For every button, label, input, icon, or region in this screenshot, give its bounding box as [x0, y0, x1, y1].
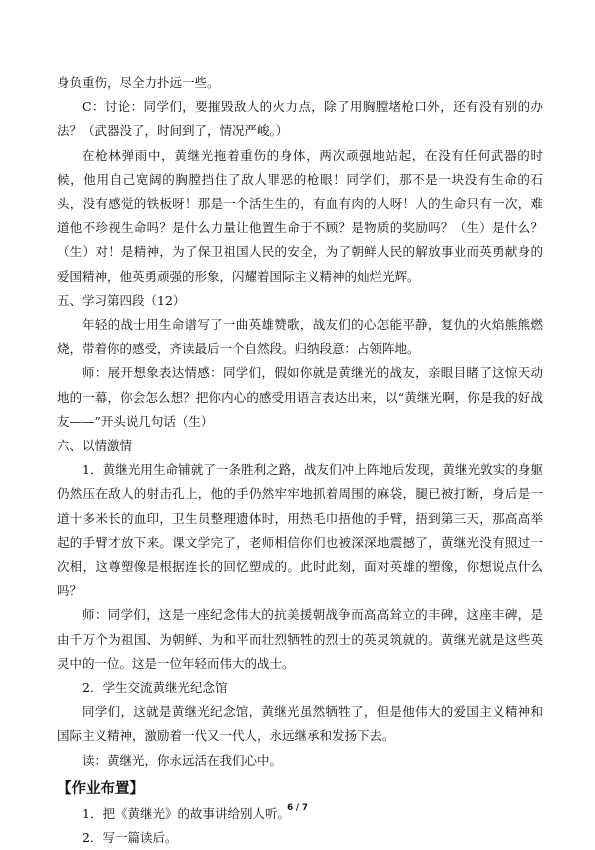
body-paragraph: 年轻的战士用生命谱写了一曲英雄赞歌，战友们的心怎能平静，复仇的火焰熊熊燃烧，带着你的感受，齐读最后一个自然段。归纳段意：占领阵地。 [57, 317, 543, 357]
body-paragraph: C：讨论：同学们，要摧毁敌人的火力点，除了用胸膛堵枪口外，还有没有别的办法？（武器没了，时间到了，情况严峻。） [57, 99, 543, 139]
body-paragraph: 在枪林弹雨中，黄继光拖着重伤的身体，两次顽强地站起，在没有任何武器的时候，他用自己宽阔的胸膛挡住了敌人罪恶的枪眼！同学们，那不是一块没有生命的石头，没有感觉的铁板呀！那是一个活生生的，有血有肉的人呀！人的生命只有一次，难道他不珍视生命吗？是什么力量让他置生命于不顾？是物质的奖励吗？（生）是什么？（生）对！是精神，为了保卫祖国人民的安全，为了朝鲜人民的解放事业而英勇献身的爱国精神，他英勇顽强的形象，闪耀着国际主义精神的灿烂光辉。 [57, 147, 543, 284]
body-paragraph: 2．学生交流黄继光纪念馆 [82, 680, 228, 696]
body-paragraph: 读：黄继光，你永远活在我们心中。 [82, 752, 283, 768]
body-paragraph: 师：展开想象表达情感：同学们，假如你就是黄继光的战友，亲眼目睹了这惊天动地的一幕，你会怎么想？把你内心的感受用语言表达出来，以“黄继光啊，你是我的好战友——”开头说几句话（生） [57, 365, 543, 429]
document-body [57, 71, 543, 850]
body-paragraph: 同学们，这就是黄继光纪念馆，黄继光虽然牺牲了，但是他伟大的爱国主义精神和国际主义精神，激励着一代又一代人，永远继承和发扬下去。 [57, 704, 543, 744]
homework-item: 2．写一篇读后。 [82, 830, 178, 846]
section-title: 五、学习第四段（12） [57, 292, 186, 308]
homework-item: 1．把《黄继光》的故事讲给别人听。 [82, 805, 290, 821]
body-paragraph: 1．黄继光用生命铺就了一条胜利之路，战友们冲上阵地后发现，黄继光敦实的身躯仍然压在敌人的射击孔上，他的手仍然牢牢地抓着周围的麻袋，腿已被打断，身后是一道十多米长的血印，卫生员整理遗体时，用热毛巾捂他的手臂，捂到第三天，那高高举起的手臂才放下来。课文学完了，老师相信你们也被深深地震撼了，黄继光没有照过一次相，这尊塑像是根据连长的回忆塑成的。此时此刻，面对英雄的塑像，你想说点什么吗？ [57, 462, 543, 599]
page-number: 6 / 7 [287, 803, 308, 813]
body-paragraph: 师：同学们，这是一座纪念伟大的抗美援朝战争而高高耸立的丰碑，这座丰碑，是由千万个为祖国、为朝鲜、为和平而壮烈牺牲的烈士的英灵筑就的。黄继光就是这些英灵中的一位。这是一位年轻而伟大的战士。 [57, 607, 543, 671]
body-paragraph: 身负重伤，尽全力扑远一些。 [57, 75, 220, 90]
homework-heading: 【作业布置】 [57, 780, 144, 797]
section-title: 六、以情激情 [57, 438, 133, 454]
